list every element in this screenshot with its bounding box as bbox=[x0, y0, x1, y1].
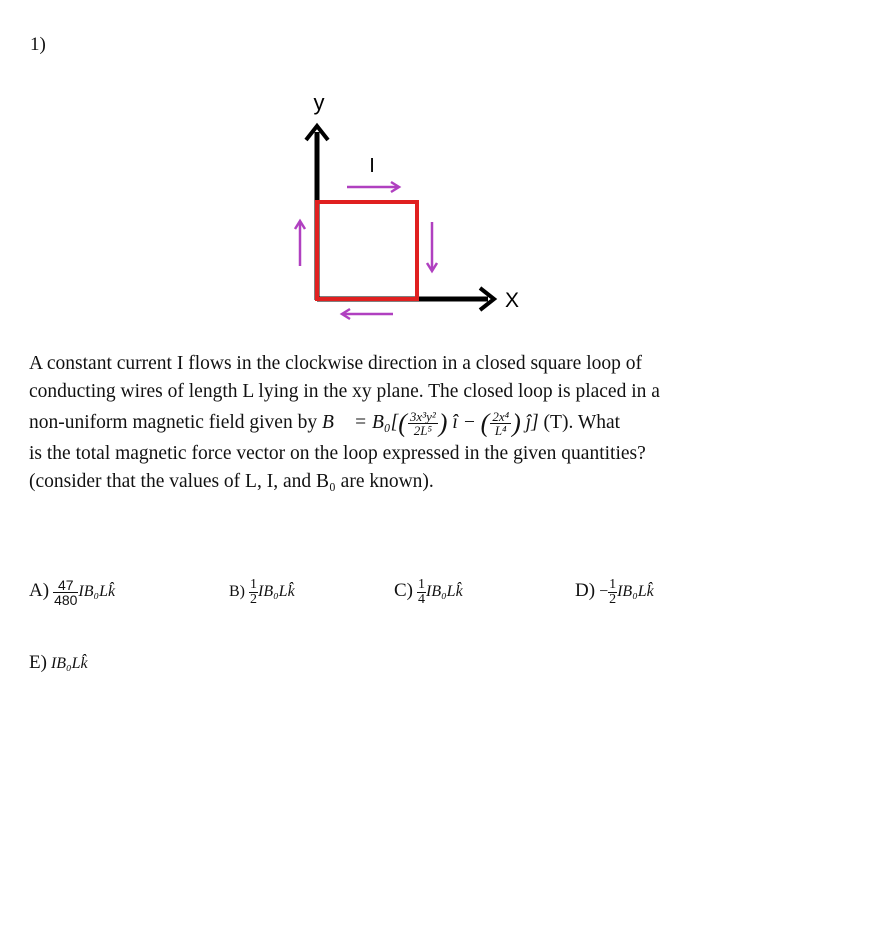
current-arrow-left bbox=[295, 221, 305, 266]
field-unit-j: ĵ] bbox=[525, 412, 539, 433]
choice-c-label: C) bbox=[394, 580, 413, 602]
current-label: I bbox=[369, 155, 375, 177]
square-loop bbox=[317, 202, 417, 299]
current-arrow-right bbox=[427, 222, 437, 271]
choice-b-expression: IB₀Lk̂ bbox=[258, 583, 295, 601]
choice-d-sign: − bbox=[599, 583, 609, 601]
question-line-3-pre: non-uniform magnetic field given by bbox=[29, 412, 322, 433]
choice-e[interactable] bbox=[29, 652, 88, 674]
field-unit-i: î − bbox=[452, 412, 481, 433]
choice-c-expression: IB₀Lk̂ bbox=[426, 583, 463, 601]
field-fraction-1: $\frac{\text{3x³y²}}{\text{2L⁵}}$ bbox=[409, 409, 436, 439]
current-loop-diagram bbox=[0, 0, 871, 340]
x-axis-label: X bbox=[504, 289, 520, 312]
question-line-3 bbox=[29, 406, 799, 440]
choice-e-expression: IB₀Lk̂ bbox=[50, 655, 88, 672]
current-arrow-bottom bbox=[342, 309, 393, 319]
question-line-2: conducting wires of length L lying in the xy plane. The closed loop is placed in a bbox=[29, 381, 660, 402]
choice-d-expression: IB₀Lk̂ bbox=[617, 583, 654, 601]
choice-a-label: A) bbox=[29, 580, 50, 602]
choice-d-fraction: $\frac{1}{2}$ bbox=[609, 577, 617, 607]
choice-e-label: E) bbox=[29, 652, 47, 673]
choice-b[interactable] bbox=[229, 578, 295, 607]
question-line-1: A constant current I flows in the clockwise direction in a closed square loop of bbox=[29, 353, 642, 374]
question-number: 1) bbox=[30, 34, 46, 55]
choice-d-label: D) bbox=[575, 580, 596, 602]
choice-d[interactable] bbox=[575, 578, 654, 607]
question-text bbox=[29, 350, 799, 496]
choice-b-fraction: $\frac{1}{2}$ bbox=[250, 577, 257, 607]
field-equation: B⃗ = B₀[( $\frac{\text{3x³y²}}{\text{2L⁵}}$ ) î − ( $\frac{\text{2x⁴}}{\text{L⁴}}$ ) ĵ] bbox=[321, 408, 539, 439]
question-line-4: is the total magnetic force vector on the loop expressed in the given quantities? bbox=[29, 443, 646, 464]
field-fraction-2: $\frac{\text{2x⁴}}{\text{L⁴}}$ bbox=[492, 409, 510, 439]
choice-a-expression: IB₀Lk̂ bbox=[78, 583, 116, 601]
y-axis-label: y bbox=[313, 90, 325, 115]
choice-b-label: B) bbox=[229, 583, 245, 601]
question-line-3-post: (T). What bbox=[538, 412, 621, 433]
choice-c[interactable] bbox=[394, 578, 463, 607]
choice-a[interactable] bbox=[29, 578, 115, 607]
current-arrow-top bbox=[347, 182, 399, 192]
field-equation-lhs: B⃗ = B₀[ bbox=[321, 412, 399, 433]
choice-c-fraction: $\frac{1}{4}$ bbox=[418, 577, 425, 607]
choice-a-fraction: $\frac{47}{480}$ bbox=[54, 577, 78, 608]
question-line-5: (consider that the values of L, I, and B₀ are known). bbox=[29, 471, 434, 492]
